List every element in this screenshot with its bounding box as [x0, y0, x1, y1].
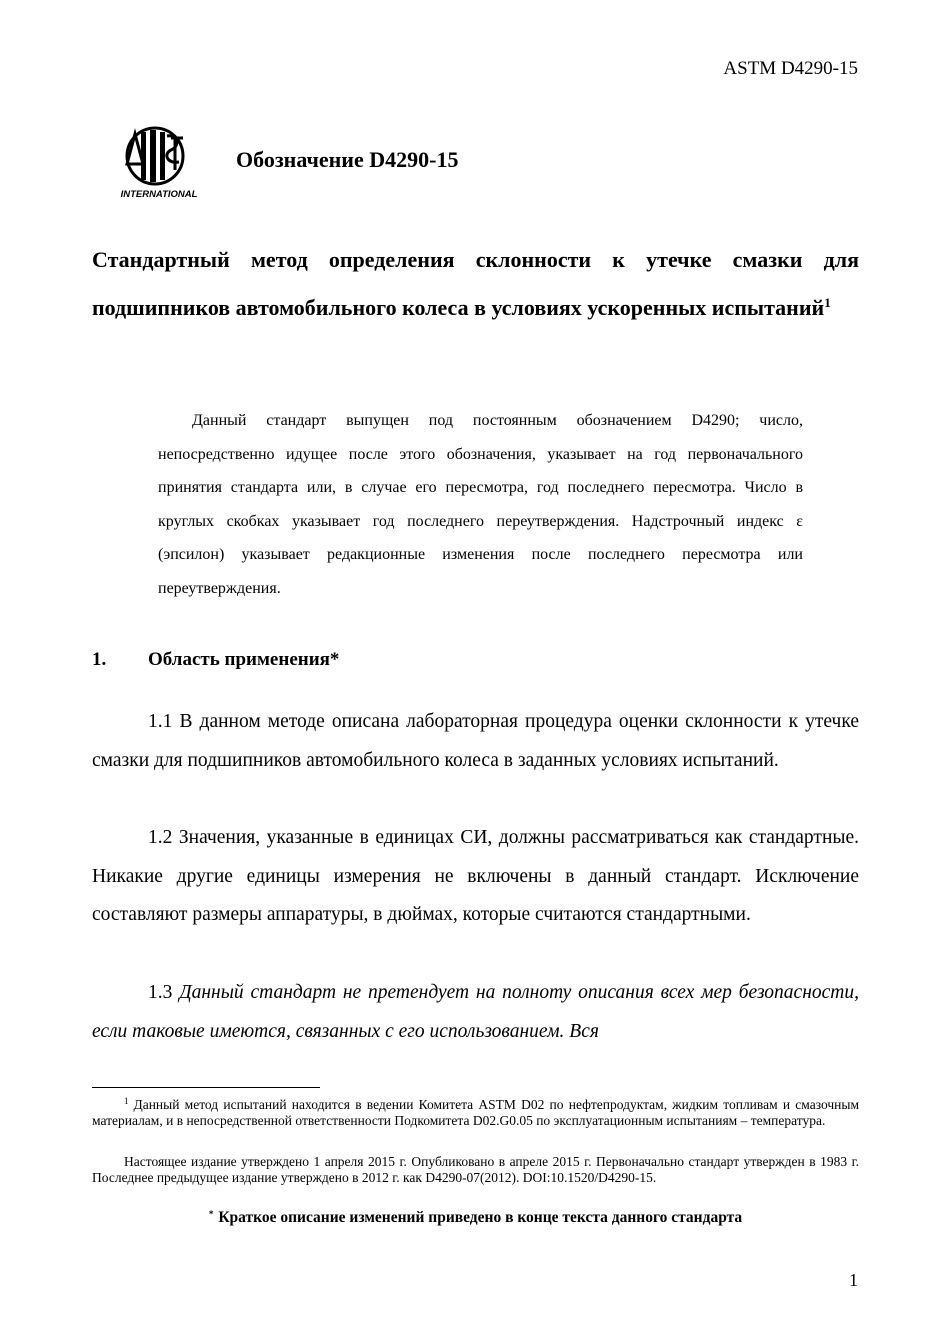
paragraph-number: 1.1: [148, 711, 173, 732]
page-number: 1: [849, 1270, 858, 1290]
paragraph-text: В данном методе описана лабораторная процедура оценки склонности к утечке смазки для подшипников автомобильного колеса в заданных условиях испытаний.: [92, 711, 860, 771]
footnote-text: Данный метод испытаний находится в ведении Комитета ASTM D02 по нефтепродуктам, жидким топливам и смазочным материалам, и в непосредственной ответственности Подкомитета D02.G0.05 по эксплуатационным испытаниям – температура.: [92, 1097, 859, 1128]
document-title: [92, 236, 859, 332]
paragraph-text: Данный стандарт не претендует на полноту описания всех мер безопасности, если таковые имеются, связанных с его использованием. Вся: [92, 982, 859, 1042]
document-code: ASTM D4290-15: [723, 58, 858, 79]
footnote-text: Краткое описание изменений приведено в конце текста данного стандарта: [218, 1209, 743, 1226]
paragraph-1-2: [92, 819, 859, 935]
section-heading: [92, 649, 339, 671]
footnote-1: [92, 1097, 859, 1129]
footnote-changes: [92, 1209, 859, 1227]
section-number: 1.: [92, 649, 107, 670]
paragraph-text: Значения, указанные в единицах СИ, должны рассматриваться как стандартные. Никакие другие единицы измерения не включены в данный стандарт. Исключение составляют размеры аппаратуры, в дюймах, которые считаются стандартными.: [92, 827, 860, 925]
standard-designation: Обозначение D4290-15: [236, 147, 459, 172]
footnote-marker: 1: [124, 1096, 129, 1106]
astm-logo-icon: [113, 124, 203, 202]
designation-notice: Данный стандарт выпущен под постоянным обозначением D4290; число, непосредственно идущее после этого обозначения, указывает на год первоначального принятия стандарта или, в случае его пересмотра, год последнего пересмотра. Число в круглых скобках указывает год последнего переутверждения. Надстрочный индекс ε (эпсилон) указывает редакционные изменения после последнего пересмотра или переутверждения.: [158, 412, 803, 597]
paragraph-number: 1.2: [148, 827, 173, 848]
paragraph-1-3: [92, 974, 859, 1051]
title-footnote-ref: 1: [824, 295, 831, 310]
paragraph-number: 1.3: [148, 982, 173, 1003]
footnote-divider: [92, 1087, 320, 1088]
section-title: Область применения*: [148, 649, 340, 670]
svg-text:INTERNATIONAL: INTERNATIONAL: [120, 189, 198, 200]
footnote-marker: *: [208, 1209, 214, 1219]
paragraph-1-1: [92, 703, 859, 780]
footnote-approval: Настоящее издание утверждено 1 апреля 2015 г. Опубликовано в апреле 2015 г. Первоначально стандарт утвержден в 1983 г. Последнее предыдущее издание утверждено в 2012 г. как D4290-07(2012). DOI:10.1520/D4290-15.: [92, 1154, 859, 1185]
title-text: Стандартный метод определения склонности к утечке смазки для подшипников автомобильного колеса в условиях ускоренных испытаний: [92, 247, 859, 320]
